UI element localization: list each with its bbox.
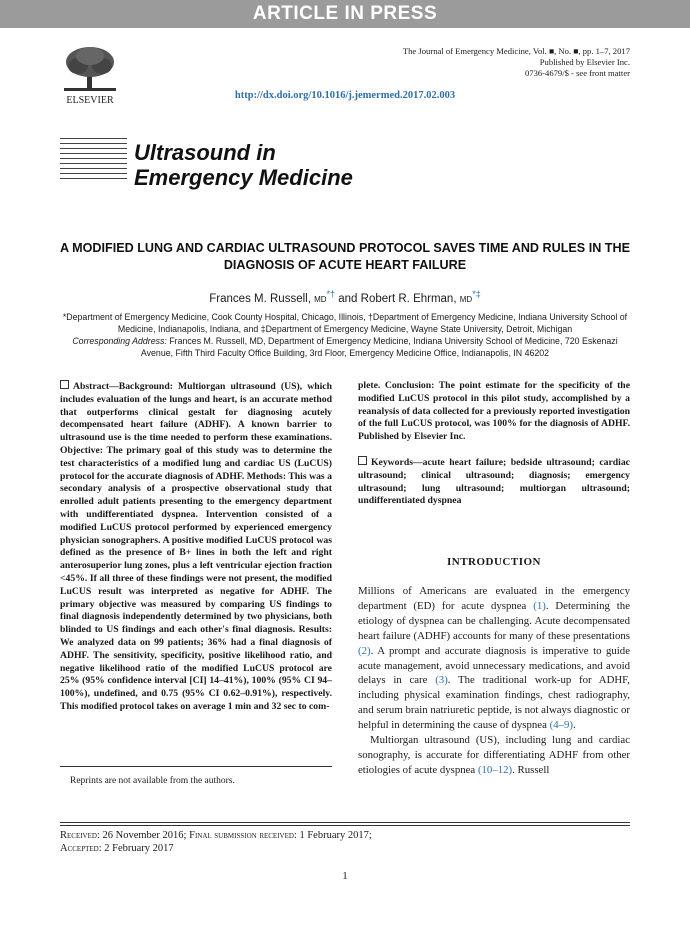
issn: 0736-4679/$ - see front matter: [524, 68, 630, 78]
abstract-text: Abstract—Background: Multiorgan ultrasound (US), which includes evaluation of the lungs and heart, is an accurate method that outperforms clinical gestalt for diagnosing acutely decompensated heart failure (ADHF). A known barrier to ultrasound use is the time needed to perform these examinations. Objective: The primary goal of this study was to determine the test characteristics of a modified lung and cardiac US (LuCUS) protocol for the accurate diagnosis of ADHF. Methods: This was a secondary analysis of a prospective observational study that enrolled adult patients presenting to the emergency department with undifferentiated dyspnea. Intervention consisted of a modified LuCUS protocol performed by experienced emergency physician sonographers. A positive modified LuCUS protocol was defined as the presence of B+ lines in both the left and right anterosuperior lung zones, plus a left ventricular ejection fraction <45%. If all three of these findings were not present, the modified LuCUS result was interpreted as negative for ADHF. The primary objective was measured by comparing US findings to final diagnosis independently determined by two physicians, both blinded to US findings and each other's final diagnosis. Results: We analyzed data on 99 patients; 36% had a final diagnosis of ADHF. The sensitivity, specificity, positive likelihood ratio, and negative likelihood ratio of the modified LuCUS protocol are 25% (95% confidence interval [CI] 14–41%), 100% (95% CI 94–100%), undefined, and 0.75 (95% CI 0.62–0.91%), respectively. This modified protocol takes on average 1 min and 32 sec to com-: [60, 381, 332, 712]
affiliation-text: *Department of Emergency Medicine, Cook County Hospital, Chicago, Illinois, †Department of Emergency Medicine, Indiana University School of Medicine, Indianapolis, Indiana, and ‡Department of Emergency Medicine, Wayne State University, Detroit, Michigan: [62, 312, 628, 334]
divider-rule: [60, 822, 630, 823]
publisher-name: ELSEVIER: [66, 95, 114, 106]
received-dates: Received: 26 November 2016; Final submission received: 1 February 2017; Accepted: 2 February 2017: [60, 830, 372, 854]
intro-text-run: Multiorgan ultrasound (US), including lung and cardiac sonography, is accurate for differentiating ADHF from other etiologies of acute dyspnea: [358, 734, 630, 776]
divider-rule: [60, 825, 630, 826]
reference-link[interactable]: (1): [533, 599, 546, 612]
intro-paragraph-1: [358, 584, 630, 733]
footnote-rule: [60, 766, 332, 767]
section-title: Ultrasound in Emergency Medicine: [134, 140, 353, 190]
intro-text-run: Millions of Americans are evaluated in the emergency department (ED) for acute dyspnea: [358, 585, 630, 612]
introduction-body: [358, 584, 630, 778]
intro-text-run: . A prompt and accurate diagnosis is imperative to guide acute management, avoid unnecessary medications, and avoid delays in care: [358, 644, 630, 687]
abstract-column-left: [60, 380, 332, 714]
doi-link[interactable]: http://dx.doi.org/10.1016/j.jemermed.2017.02.003: [234, 90, 456, 101]
intro-text-run: .: [572, 719, 576, 732]
section-decoration-lines: [60, 138, 127, 186]
page-number: 1: [342, 870, 348, 882]
article-title: A MODIFIED LUNG AND CARDIAC ULTRASOUND PROTOCOL SAVES TIME AND RULES IN THE DIAGNOSIS OF ACUTE HEART FAILURE: [60, 241, 630, 272]
published-by: Published by Elsevier Inc.: [539, 57, 630, 67]
keywords-text: Keywords—acute heart failure; bedside ultrasound; cardiac ultrasound; clinical ultrasound; diagnosis; emergency ultrasound; lung ultrasound; multiorgan ultrasound; undifferentiated dyspnea: [358, 456, 630, 507]
reference-link[interactable]: (10–12): [477, 763, 513, 776]
journal-info: [330, 46, 630, 79]
corresponding-address: Corresponding Address: Frances M. Russell, MD, Department of Emergency Medicine, Indiana University School of Medicine, 720 Eskenazi Avenue, Fifth Third Faculty Office Building, 3rd Floor, Emergency Medicine Office, Indianapolis, IN 46202: [72, 336, 618, 358]
authors: Frances M. Russell, MD*† and Robert R. Ehrman, MD*‡: [209, 289, 481, 305]
reference-link[interactable]: (2): [358, 644, 371, 657]
reference-link[interactable]: (4–9): [549, 719, 573, 732]
reprints-note: Reprints are not available from the authors.: [70, 776, 235, 786]
intro-paragraph-2: [358, 733, 630, 778]
reference-link[interactable]: (3): [435, 674, 448, 687]
intro-text-run: . Determining the etiology of dyspnea can be challenging. Acute decompensated heart failure (ADHF) accounts for many of these presentations: [358, 599, 631, 642]
affiliations: [60, 311, 630, 359]
intro-text-run: . The traditional work-up for ADHF, including physical examination findings, chest radiography, and serum brain natriuretic peptide, is not always diagnostic or helpful in determining the cause of dyspnea: [358, 674, 630, 732]
intro-text-run: . Russell: [512, 763, 550, 776]
checkbox-square-icon: [60, 380, 69, 389]
abstract-continuation: plete. Conclusion: The point estimate for the specificity of the modified LuCUS protocol in this pilot study, accomplished by a reanalysis of data collected for a previously reported investigation of the full LuCUS protocol, was 100% for the diagnosis of ADHF. Published by Elsevier Inc.: [358, 380, 630, 443]
introduction-heading: INTRODUCTION: [446, 556, 541, 568]
article-in-press-banner: ARTICLE IN PRESS: [0, 0, 690, 28]
journal-citation: The Journal of Emergency Medicine, Vol. ■, No. ■, pp. 1–7, 2017: [402, 46, 630, 56]
abstract-column-right: [358, 380, 630, 508]
checkbox-square-icon: [358, 456, 367, 465]
